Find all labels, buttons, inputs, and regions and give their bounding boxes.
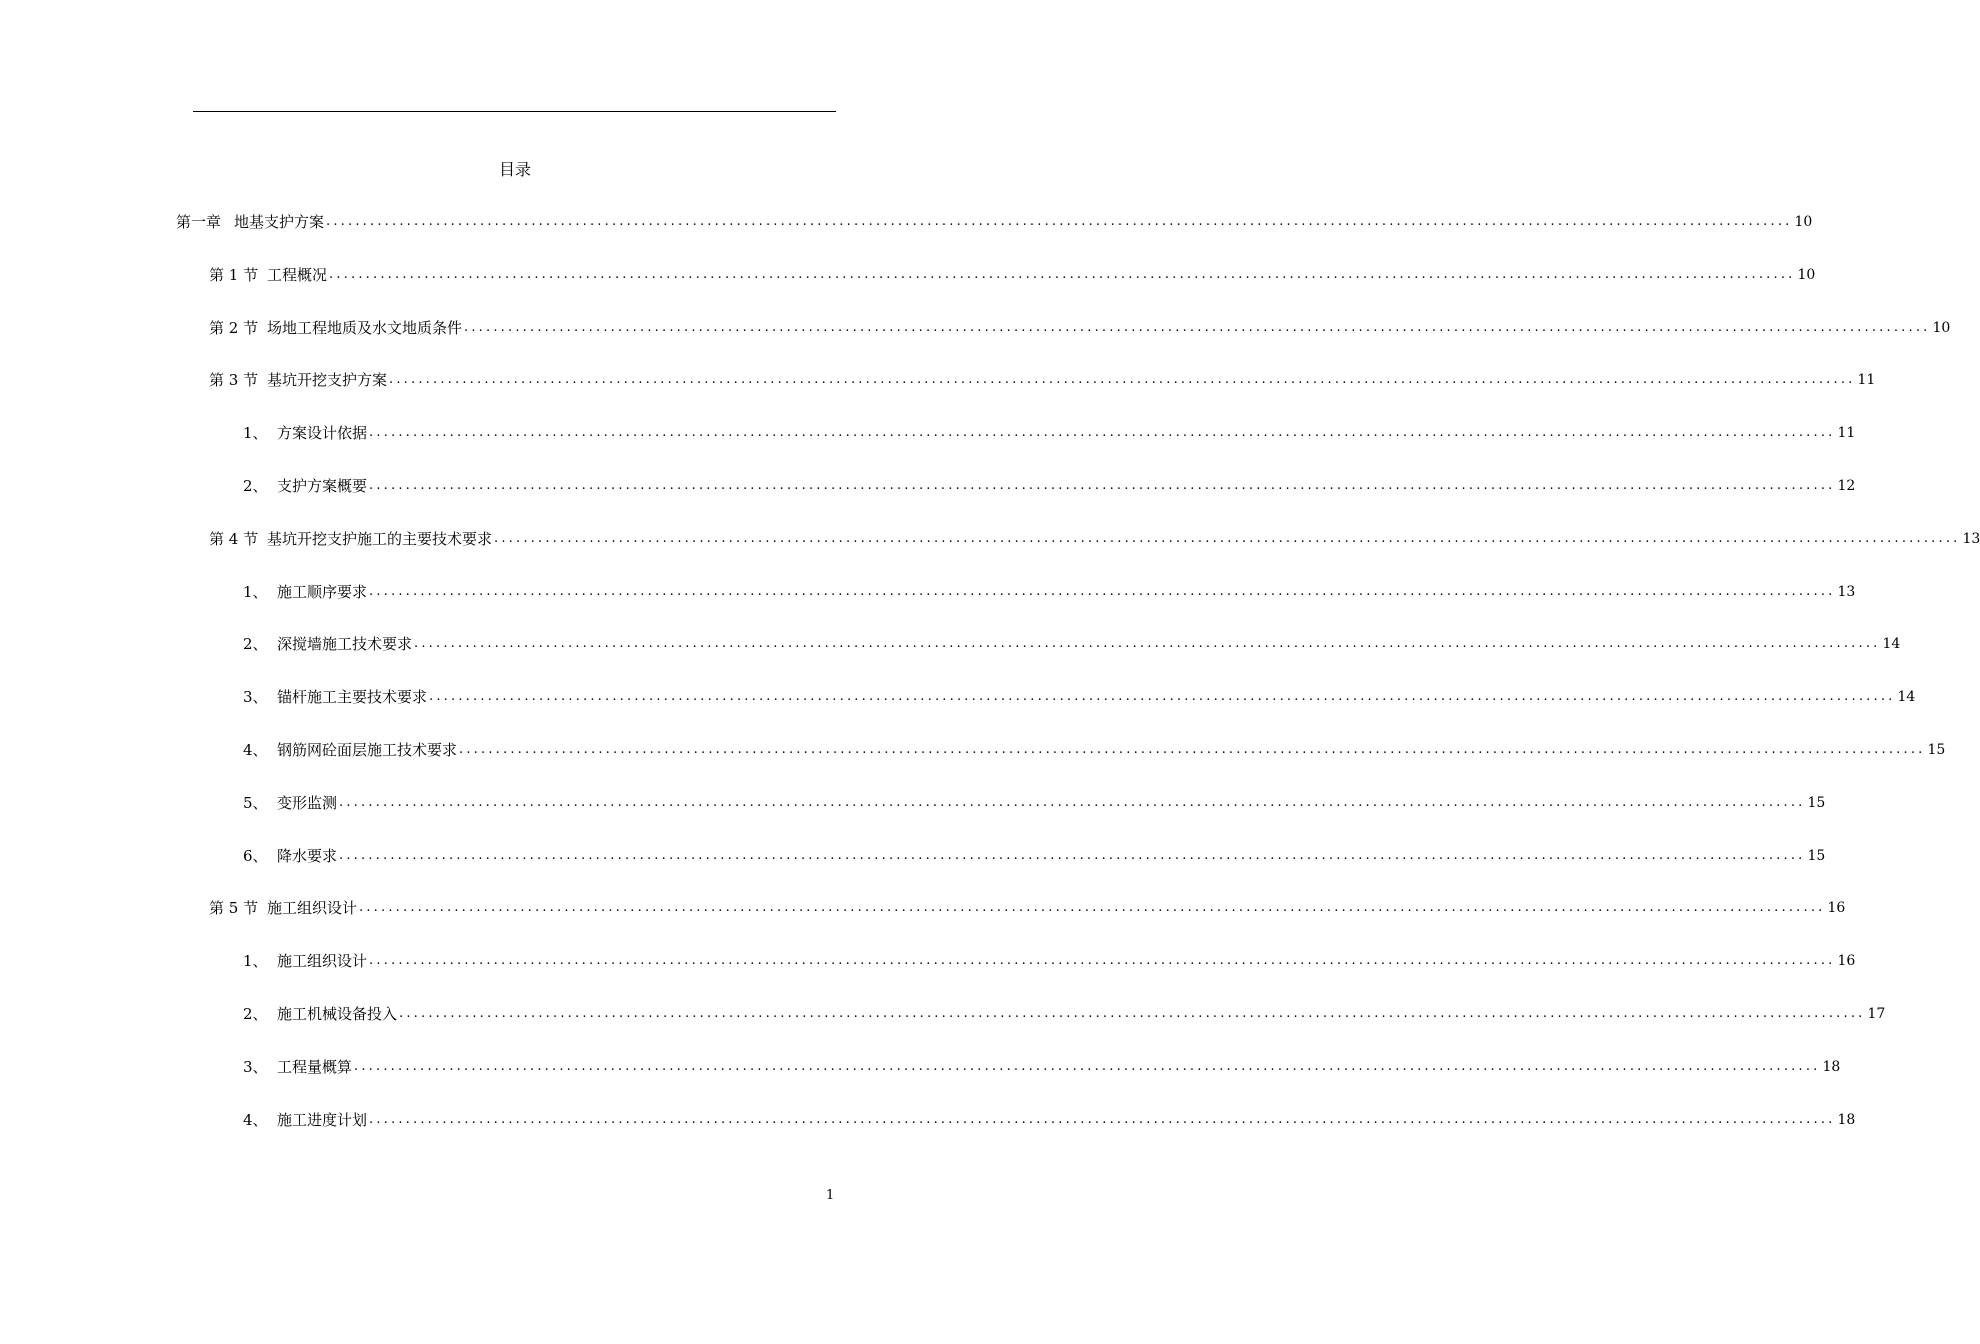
toc-entry-page: 12 (1837, 478, 1856, 494)
toc-dot-leader: ........................................................................................................................................................................................................ (414, 636, 1881, 652)
toc-entry-number: 2、 (243, 1005, 268, 1023)
toc-dot-leader: ........................................................................................................................................................................................................ (369, 953, 1836, 969)
toc-entry-title: 施工进度计划 (277, 1110, 368, 1129)
toc-entry-number: 1、 (243, 582, 268, 601)
toc-entry-page: 14 (1882, 636, 1901, 653)
toc-entry[interactable] (243, 632, 1901, 656)
toc-entry-number: 5、 (243, 793, 268, 812)
toc-entry-page: 17 (1867, 1006, 1886, 1022)
toc-entry[interactable] (209, 263, 1816, 287)
toc-dot-leader: ........................................................................................................................................................................................................ (494, 530, 1961, 546)
toc-entry[interactable] (243, 685, 1916, 709)
toc-entry-title: 场地工程地质及水文地质条件 (267, 318, 463, 337)
toc-entry[interactable] (243, 949, 1856, 973)
toc-entry[interactable] (243, 580, 1856, 604)
toc-entry-title: 方案设计依据 (277, 424, 368, 443)
toc-entry-number: 第一章 (176, 213, 222, 231)
toc-dot-leader: ........................................................................................................................................................................................................ (369, 1111, 1836, 1127)
toc-entry-page: 18 (1822, 1058, 1841, 1075)
toc-entry-title: 基坑开挖支护方案 (267, 371, 388, 390)
toc-entry-page: 10 (1797, 266, 1816, 283)
toc-dot-leader: ........................................................................................................................................................................................................ (326, 214, 1793, 229)
toc-dot-leader: ........................................................................................................................................................................................................ (369, 583, 1836, 599)
toc-entry[interactable] (209, 527, 1980, 551)
toc-entry-page: 15 (1807, 794, 1826, 811)
toc-entry-page: 11 (1857, 372, 1876, 389)
toc-dot-leader: ........................................................................................................................................................................................................ (464, 319, 1931, 335)
toc-entry[interactable] (243, 844, 1826, 868)
toc-entry[interactable] (209, 316, 1951, 340)
toc-entry-title: 锚杆施工主要技术要求 (277, 688, 428, 707)
toc-dot-leader: ........................................................................................................................................................................................................ (369, 478, 1836, 493)
toc-entry-title: 施工顺序要求 (277, 582, 368, 601)
toc-entry[interactable] (209, 896, 1846, 920)
toc-dot-leader: ........................................................................................................................................................................................................ (389, 372, 1856, 388)
toc-entry-number: 第 2 节 (209, 318, 259, 337)
toc-entry-number: 6、 (243, 846, 268, 865)
toc-entry-title: 支护方案概要 (277, 477, 368, 495)
toc-dot-leader: ........................................................................................................................................................................................................ (359, 900, 1826, 916)
toc-entry-title: 施工组织设计 (277, 952, 368, 971)
toc-entry-title: 施工机械设备投入 (277, 1005, 398, 1023)
toc-entry-page: 13 (1837, 583, 1856, 600)
toc-entry-number: 第 1 节 (209, 265, 259, 284)
toc-entry-page: 10 (1932, 319, 1951, 336)
toc-entry[interactable] (243, 1002, 1886, 1026)
toc-entry[interactable] (243, 474, 1856, 498)
toc-dot-leader: ........................................................................................................................................................................................................ (429, 689, 1896, 705)
toc-entry-title: 地基支护方案 (234, 213, 325, 231)
toc-entry[interactable] (243, 738, 1946, 762)
toc-entry-number: 1、 (243, 424, 268, 443)
toc-entry-title: 降水要求 (277, 846, 338, 865)
toc-dot-leader: ........................................................................................................................................................................................................ (399, 1006, 1866, 1021)
page-number: 1 (826, 1188, 835, 1203)
toc-dot-leader: ........................................................................................................................................................................................................ (369, 425, 1836, 441)
toc-dot-leader: ........................................................................................................................................................................................................ (329, 266, 1796, 282)
toc-entry[interactable] (209, 368, 1876, 392)
toc-dot-leader: ........................................................................................................................................................................................................ (339, 794, 1806, 810)
toc-entry[interactable] (176, 210, 1813, 234)
toc-entry-page: 14 (1897, 689, 1916, 706)
toc-dot-leader: ........................................................................................................................................................................................................ (339, 847, 1806, 863)
toc-entry-number: 1、 (243, 952, 268, 971)
toc-entry-number: 3、 (243, 1057, 268, 1076)
toc-entry[interactable] (243, 421, 1856, 445)
toc-entry-number: 第 5 节 (209, 899, 259, 918)
toc-entry-number: 4、 (243, 1110, 268, 1129)
toc-entry-title: 工程量概算 (277, 1057, 353, 1076)
toc-entry-title: 施工组织设计 (267, 899, 358, 918)
toc-dot-leader: ........................................................................................................................................................................................................ (459, 742, 1926, 757)
toc-entry-page: 11 (1837, 425, 1856, 442)
toc-entry-title: 变形监测 (277, 793, 338, 812)
toc-entry-page: 16 (1837, 953, 1856, 970)
toc-entry-number: 4、 (243, 741, 268, 759)
toc-entry-number: 2、 (243, 635, 268, 654)
toc-entry-title: 深搅墙施工技术要求 (277, 635, 413, 654)
toc-entry[interactable] (243, 1055, 1841, 1079)
toc-entry-number: 第 4 节 (209, 529, 259, 548)
toc-title: 目录 (498, 160, 531, 179)
toc-entry-page: 10 (1794, 214, 1813, 230)
toc-entry-number: 3、 (243, 688, 268, 707)
toc-entry-page: 15 (1927, 742, 1946, 758)
toc-dot-leader: ........................................................................................................................................................................................................ (354, 1058, 1821, 1074)
toc-entry-page: 15 (1807, 847, 1826, 864)
toc-entry-number: 第 3 节 (209, 371, 259, 390)
toc-entry-title: 工程概况 (267, 265, 328, 284)
toc-entry[interactable] (243, 1108, 1856, 1132)
toc-entry-page: 18 (1837, 1111, 1856, 1128)
toc-entry-number: 2、 (243, 477, 268, 495)
toc-entry-title: 基坑开挖支护施工的主要技术要求 (267, 529, 493, 548)
toc-entry-page: 13 (1962, 530, 1980, 547)
toc-entry[interactable] (243, 791, 1826, 815)
toc-entry-title: 钢筋网砼面层施工技术要求 (277, 741, 458, 759)
toc-entry-page: 16 (1827, 900, 1846, 917)
